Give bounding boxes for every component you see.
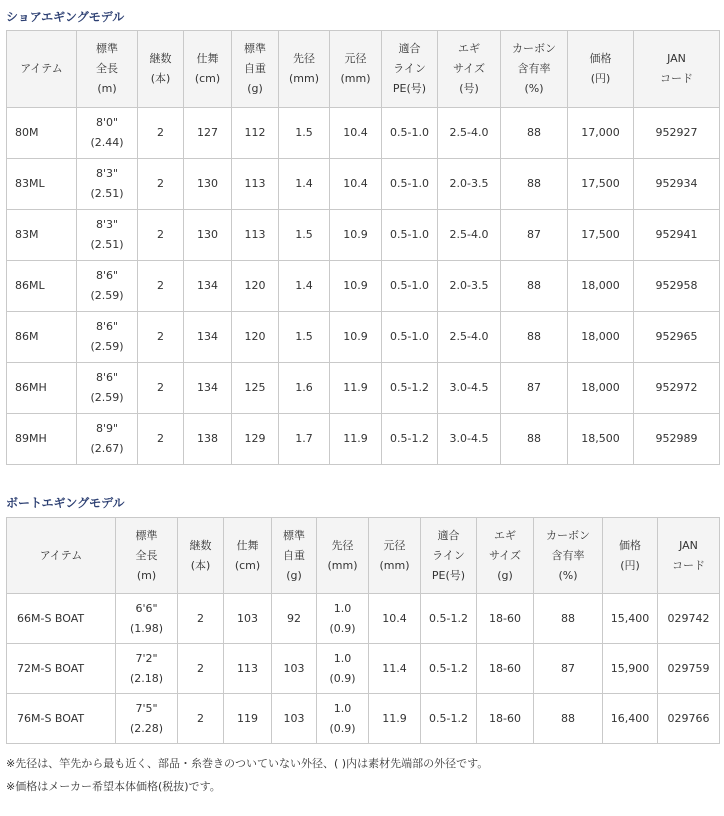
butt-cell: 11.9: [330, 363, 382, 414]
tip-diameter-material: (0.9): [329, 621, 356, 635]
column-header-line: (mm): [288, 72, 319, 85]
carbon-cell: 88: [534, 594, 603, 644]
tip-cell: 1.7: [279, 414, 330, 465]
length-meters: (2.18): [129, 671, 164, 685]
column-header-line: コード: [660, 72, 693, 85]
column-header-line: 価格: [619, 538, 641, 552]
jan-cell: 952965: [634, 312, 720, 363]
line-cell: 0.5-1.0: [382, 108, 438, 159]
column-header-line: カーボン: [546, 528, 590, 542]
tip-diameter-cell: [317, 694, 369, 744]
length-cell: [77, 414, 138, 465]
column-header: [438, 31, 501, 108]
table-row: [7, 363, 720, 414]
butt-cell: 11.9: [330, 414, 382, 465]
jan-cell: 952958: [634, 261, 720, 312]
weight-cell: 113: [232, 159, 279, 210]
shore-header-row: [7, 31, 720, 108]
column-header: [279, 31, 330, 108]
column-header: [7, 518, 116, 594]
column-header-line: ライン: [393, 62, 426, 75]
jan-cell: 952941: [634, 210, 720, 261]
column-header-line: 元径: [383, 538, 406, 552]
boat-spec-table: [6, 517, 720, 744]
length-feet: 8'6": [95, 371, 119, 384]
column-header-line: PE(号): [431, 568, 466, 582]
column-header: [421, 518, 477, 594]
egi-cell: 3.0-4.5: [438, 414, 501, 465]
jan-cell: 029759: [658, 644, 720, 694]
column-header: [634, 31, 720, 108]
column-header-line: 含有率: [551, 548, 585, 562]
length-feet: 8'3": [95, 218, 119, 231]
egi-cell: 3.0-4.5: [438, 363, 501, 414]
length-cell: [77, 108, 138, 159]
column-header-line: (%): [524, 82, 544, 95]
length-feet: 8'6": [95, 320, 119, 333]
column-header: [603, 518, 658, 594]
price-cell: 18,000: [568, 363, 634, 414]
item-name-cell: 86M: [7, 312, 77, 363]
carbon-cell: 88: [501, 414, 568, 465]
shore-spec-table: [6, 30, 720, 465]
line-cell: 0.5-1.2: [421, 594, 477, 644]
column-header: [501, 31, 568, 108]
line-cell: 0.5-1.0: [382, 312, 438, 363]
column-header-line: 適合: [437, 528, 460, 542]
length-cell: [77, 363, 138, 414]
weight-cell: 113: [232, 210, 279, 261]
jan-cell: 029742: [658, 594, 720, 644]
tip-cell: 1.5: [279, 108, 330, 159]
column-header-line: ライン: [432, 548, 465, 562]
length-meters: (2.67): [90, 442, 124, 455]
length-feet: 8'6": [95, 269, 119, 282]
weight-cell: 120: [232, 261, 279, 312]
column-header-line: 全長: [135, 548, 158, 562]
column-header-line: (円): [620, 558, 640, 572]
price-cell: 15,400: [603, 594, 658, 644]
jan-cell: 952927: [634, 108, 720, 159]
item-name-cell: 66M-S BOAT: [7, 594, 116, 644]
closed-cell: 119: [224, 694, 272, 744]
column-header: [224, 518, 272, 594]
column-header-line: 標準: [244, 42, 266, 55]
table-row: [7, 261, 720, 312]
column-header-line: 標準: [135, 528, 158, 542]
length-meters: (1.98): [129, 621, 164, 635]
egi-cell: 18-60: [477, 694, 534, 744]
column-header-line: JAN: [667, 52, 686, 65]
item-name-cell: 89MH: [7, 414, 77, 465]
closed-cell: 134: [184, 312, 232, 363]
tip-diameter: 1.0: [333, 651, 352, 665]
butt-cell: 10.9: [330, 312, 382, 363]
column-header-line: (cm): [194, 72, 221, 85]
note-price: ※価格はメーカー希望本体価格(税抜)です。: [6, 780, 221, 793]
table-row: [7, 414, 720, 465]
butt-cell: 11.9: [369, 694, 421, 744]
length-feet: 8'9": [95, 422, 119, 435]
pieces-cell: 2: [178, 694, 224, 744]
weight-cell: 120: [232, 312, 279, 363]
price-cell: 15,900: [603, 644, 658, 694]
column-header-line: 仕舞: [236, 538, 259, 552]
egi-cell: 2.5-4.0: [438, 210, 501, 261]
length-cell: [77, 159, 138, 210]
column-header-line: サイズ: [488, 548, 522, 562]
carbon-cell: 87: [534, 644, 603, 694]
column-header: [658, 518, 720, 594]
tip-cell: 1.5: [279, 210, 330, 261]
carbon-cell: 87: [501, 363, 568, 414]
column-header: [77, 31, 138, 108]
pieces-cell: 2: [138, 108, 184, 159]
column-header-line: 先径: [293, 52, 315, 65]
table-row: [7, 694, 720, 744]
pieces-cell: 2: [138, 414, 184, 465]
price-cell: 16,400: [603, 694, 658, 744]
line-cell: 0.5-1.2: [421, 644, 477, 694]
carbon-cell: 88: [501, 159, 568, 210]
table-row: [7, 159, 720, 210]
column-header-line: PE(号): [392, 82, 427, 95]
column-header-line: 継数: [149, 52, 172, 65]
column-header-line: (g): [247, 82, 263, 95]
column-header-line: (号): [459, 82, 479, 95]
column-header-line: 自重: [283, 548, 305, 562]
pieces-cell: 2: [178, 594, 224, 644]
egi-cell: 2.5-4.0: [438, 312, 501, 363]
tip-cell: 1.5: [279, 312, 330, 363]
column-header-line: (cm): [234, 558, 261, 572]
closed-cell: 127: [184, 108, 232, 159]
closed-cell: 113: [224, 644, 272, 694]
length-feet: 8'3": [95, 167, 119, 180]
tip-cell: 1.4: [279, 261, 330, 312]
line-cell: 0.5-1.2: [382, 414, 438, 465]
length-meters: (2.59): [90, 289, 124, 302]
column-header: [232, 31, 279, 108]
length-meters: (2.59): [90, 391, 124, 404]
pieces-cell: 2: [178, 644, 224, 694]
table-row: [7, 312, 720, 363]
butt-cell: 10.4: [330, 159, 382, 210]
line-cell: 0.5-1.0: [382, 261, 438, 312]
pieces-cell: 2: [138, 159, 184, 210]
column-header: [138, 31, 184, 108]
length-meters: (2.59): [90, 340, 124, 353]
column-header-line: 価格: [589, 52, 612, 65]
column-header-line: カーボン: [512, 42, 556, 55]
length-cell: [116, 694, 178, 744]
price-cell: 17,500: [568, 210, 634, 261]
jan-cell: 952934: [634, 159, 720, 210]
weight-cell: 92: [272, 594, 317, 644]
column-header-line: (g): [286, 568, 302, 582]
column-header-line: 全長: [96, 62, 118, 75]
column-header: [184, 31, 232, 108]
weight-cell: 112: [232, 108, 279, 159]
price-cell: 18,000: [568, 312, 634, 363]
tip-diameter-material: (0.9): [329, 671, 356, 685]
item-name-cell: 83ML: [7, 159, 77, 210]
pieces-cell: 2: [138, 312, 184, 363]
length-feet: 7'2": [135, 651, 158, 665]
item-name-cell: 72M-S BOAT: [7, 644, 116, 694]
column-header-line: エギ: [494, 528, 516, 542]
weight-cell: 129: [232, 414, 279, 465]
length-feet: 8'0": [95, 116, 119, 129]
weight-cell: 125: [232, 363, 279, 414]
tip-diameter-cell: [317, 644, 369, 694]
column-header: [369, 518, 421, 594]
carbon-cell: 88: [501, 108, 568, 159]
item-name-cell: 80M: [7, 108, 77, 159]
length-meters: (2.44): [90, 136, 124, 149]
weight-cell: 103: [272, 644, 317, 694]
closed-cell: 134: [184, 363, 232, 414]
column-header: [382, 31, 438, 108]
column-header-line: 元径: [344, 52, 367, 65]
jan-cell: 952972: [634, 363, 720, 414]
column-header-line: (m): [97, 82, 117, 95]
closed-cell: 130: [184, 159, 232, 210]
column-header: [477, 518, 534, 594]
carbon-cell: 88: [501, 261, 568, 312]
boat-section-title: ボートエギングモデル: [6, 496, 125, 510]
column-header: [272, 518, 317, 594]
column-header-line: (円): [590, 72, 611, 85]
column-header-line: (mm): [379, 558, 410, 572]
egi-cell: 2.0-3.5: [438, 261, 501, 312]
column-header-line: 標準: [283, 528, 305, 542]
price-cell: 17,000: [568, 108, 634, 159]
column-header: [178, 518, 224, 594]
closed-cell: 138: [184, 414, 232, 465]
column-header-line: エギ: [458, 42, 480, 55]
column-header-line: コード: [672, 558, 705, 572]
note-tip-diameter: ※先径は、竿先から最も近く、部品・糸巻きのついていない外径、( )内は素材先端部の外径です。: [6, 757, 489, 770]
egi-cell: 18-60: [477, 594, 534, 644]
column-header: [116, 518, 178, 594]
column-header-line: 先径: [331, 538, 354, 552]
jan-cell: 029766: [658, 694, 720, 744]
price-cell: 17,500: [568, 159, 634, 210]
length-feet: 6'6": [135, 601, 158, 615]
item-name-cell: 86ML: [7, 261, 77, 312]
carbon-cell: 88: [501, 312, 568, 363]
price-cell: 18,500: [568, 414, 634, 465]
column-header: [568, 31, 634, 108]
carbon-cell: 87: [501, 210, 568, 261]
tip-diameter-cell: [317, 594, 369, 644]
column-header-line: アイテム: [20, 62, 63, 75]
column-header-line: 標準: [96, 42, 118, 55]
tip-cell: 1.4: [279, 159, 330, 210]
tip-diameter: 1.0: [333, 701, 352, 715]
carbon-cell: 88: [534, 694, 603, 744]
length-meters: (2.51): [90, 238, 124, 251]
line-cell: 0.5-1.2: [421, 694, 477, 744]
boat-header-row: [7, 518, 720, 594]
butt-cell: 10.9: [330, 261, 382, 312]
egi-cell: 18-60: [477, 644, 534, 694]
length-feet: 7'5": [135, 701, 158, 715]
column-header-line: 自重: [244, 62, 266, 75]
column-header-line: サイズ: [452, 62, 486, 75]
column-header: [330, 31, 382, 108]
shore-section-title: ショアエギングモデル: [6, 10, 125, 24]
pieces-cell: 2: [138, 261, 184, 312]
length-cell: [77, 312, 138, 363]
length-cell: [116, 644, 178, 694]
column-header: [534, 518, 603, 594]
line-cell: 0.5-1.2: [382, 363, 438, 414]
egi-cell: 2.0-3.5: [438, 159, 501, 210]
weight-cell: 103: [272, 694, 317, 744]
closed-cell: 103: [224, 594, 272, 644]
column-header-line: 適合: [398, 42, 421, 55]
column-header-line: 継数: [189, 538, 212, 552]
column-header-line: (本): [150, 72, 171, 85]
pieces-cell: 2: [138, 363, 184, 414]
column-header-line: 仕舞: [196, 52, 219, 65]
column-header-line: (mm): [327, 558, 358, 572]
length-meters: (2.51): [90, 187, 124, 200]
closed-cell: 134: [184, 261, 232, 312]
jan-cell: 952989: [634, 414, 720, 465]
item-name-cell: 83M: [7, 210, 77, 261]
table-row: [7, 644, 720, 694]
item-name-cell: 76M-S BOAT: [7, 694, 116, 744]
tip-diameter: 1.0: [333, 601, 352, 615]
column-header-line: (mm): [340, 72, 371, 85]
length-cell: [116, 594, 178, 644]
tip-diameter-material: (0.9): [329, 721, 356, 735]
column-header-line: JAN: [679, 538, 698, 552]
butt-cell: 10.9: [330, 210, 382, 261]
closed-cell: 130: [184, 210, 232, 261]
item-name-cell: 86MH: [7, 363, 77, 414]
butt-cell: 10.4: [330, 108, 382, 159]
butt-cell: 11.4: [369, 644, 421, 694]
length-cell: [77, 261, 138, 312]
tip-cell: 1.6: [279, 363, 330, 414]
column-header-line: (g): [497, 568, 513, 582]
column-header-line: 含有率: [517, 62, 551, 75]
butt-cell: 10.4: [369, 594, 421, 644]
table-row: [7, 108, 720, 159]
column-header-line: アイテム: [39, 548, 83, 562]
price-cell: 18,000: [568, 261, 634, 312]
column-header-line: (本): [190, 558, 211, 572]
column-header: [7, 31, 77, 108]
egi-cell: 2.5-4.0: [438, 108, 501, 159]
column-header-line: (%): [558, 568, 578, 582]
length-cell: [77, 210, 138, 261]
pieces-cell: 2: [138, 210, 184, 261]
column-header: [317, 518, 369, 594]
line-cell: 0.5-1.0: [382, 210, 438, 261]
line-cell: 0.5-1.0: [382, 159, 438, 210]
length-meters: (2.28): [129, 721, 164, 735]
column-header-line: (m): [136, 568, 157, 582]
table-row: [7, 594, 720, 644]
table-row: [7, 210, 720, 261]
